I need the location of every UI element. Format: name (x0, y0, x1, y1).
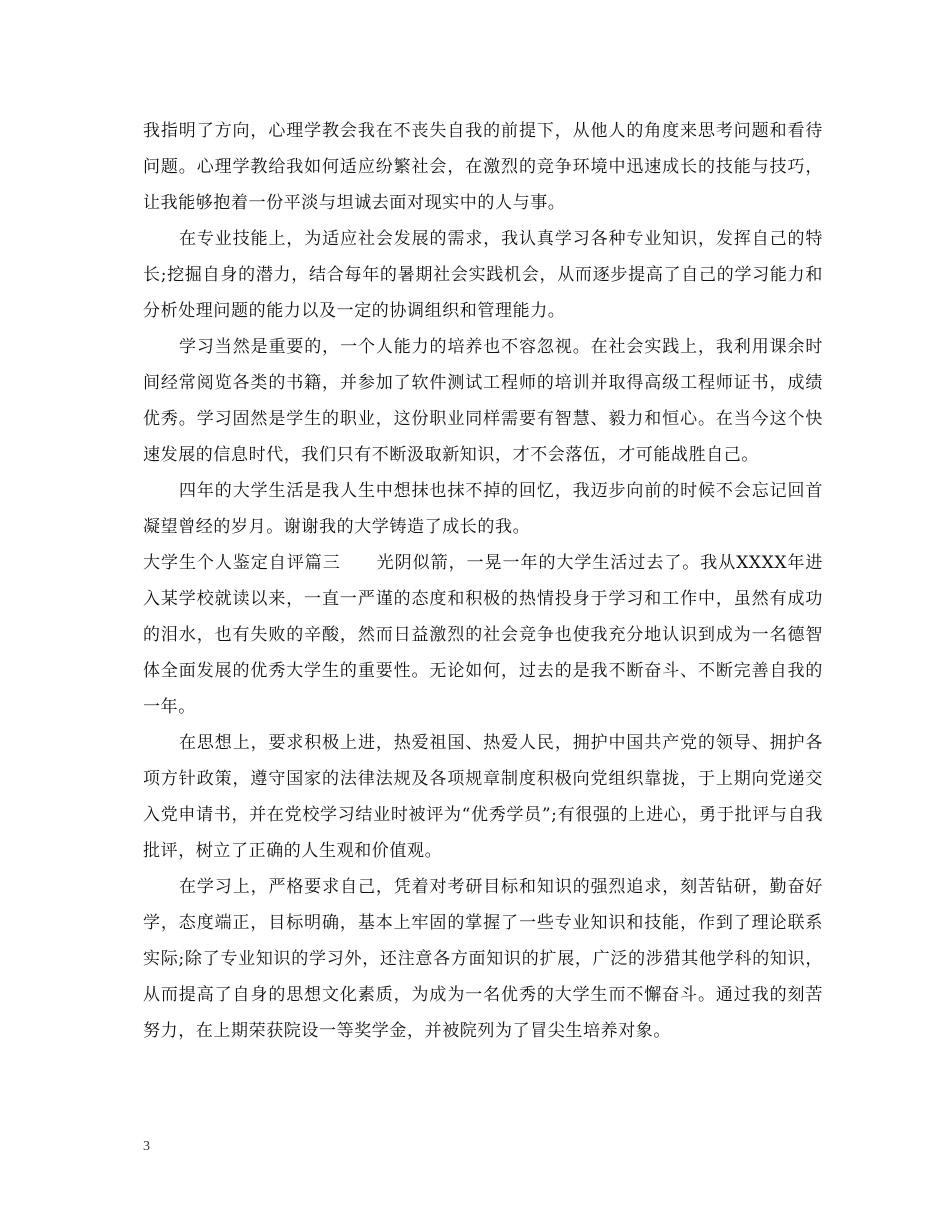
paragraph-3: 学习当然是重要的，一个人能力的培养也不容忽视。在社会实践上，我利用课余时间经常阅览各类的书籍，并参加了软件测试工程师的培训并取得高级工程师证书，成绩优秀。学习固然是学生的职业，这份职业同样需要有智慧、毅力和恒心。在当今这个快速发展的信息时代，我们只有不断汲取新知识，才不会落伍，才可能战胜自己。 (143, 337, 823, 465)
paragraph-1: 我指明了方向，心理学教会我在不丧失自我的前提下，从他人的角度来思考问题和看待问题。心理学教给我如何适应纷繁社会，在激烈的竞争环境中迅速成长的技能与技巧，让我能够抱着一份平淡与坦诚去面对现实中的人与事。 (143, 121, 823, 213)
paragraph-2: 在专业技能上，为适应社会发展的需求，我认真学习各种专业知识，发挥自己的特长;挖掘自身的潜力，结合每年的暑期社会实践机会，从而逐步提高了自己的学习能力和分析处理问题的能力以及一定的协调组织和管理能力。 (143, 229, 823, 321)
document-body (143, 113, 823, 1049)
paragraph-6: 在思想上，要求积极上进，热爱祖国、热爱人民，拥护中国共产党的领导、拥护各项方针政策，遵守国家的法律法规及各项规章制度积极向党组织靠拢，于上期向党递交入党申请书，并在党校学习结业时被评为“优秀学员”;有很强的上进心，勇于批评与自我批评，树立了正确的人生观和价值观。 (143, 733, 823, 861)
paragraph-4: 四年的大学生活是我人生中想抹也抹不掉的回忆，我迈步向前的时候不会忘记回首凝望曾经的岁月。谢谢我的大学铸造了成长的我。 (143, 481, 823, 537)
paragraph-7: 在学习上，严格要求自己，凭着对考研目标和知识的强烈追求，刻苦钻研，勤奋好学，态度端正，目标明确，基本上牢固的掌握了一些专业知识和技能，作到了理论联系实际;除了专业知识的学习外，还注意各方面知识的扩展，广泛的涉猎其他学科的知识，从而提高了自身的思想文化素质，为成为一名优秀的大学生而不懈奋斗。通过我的刻苦努力，在上期荣获院设一等奖学金，并被院列为了冒尖生培养对象。 (143, 877, 823, 1041)
paragraph-5: 大学生个人鉴定自评篇三 光阴似箭，一晃一年的大学生活过去了。我从XXXX年进入某学校就读以来，一直一严谨的态度和积极的热情投身于学习和工作中，虽然有成功的泪水，也有失败的辛酸，然而日益激烈的社会竞争也使我充分地认识到成为一名德智体全面发展的优秀大学生的重要性。无论如何，过去的是我不断奋斗、不断完善自我的一年。 (143, 553, 823, 717)
page-number: 3 (143, 1139, 150, 1154)
